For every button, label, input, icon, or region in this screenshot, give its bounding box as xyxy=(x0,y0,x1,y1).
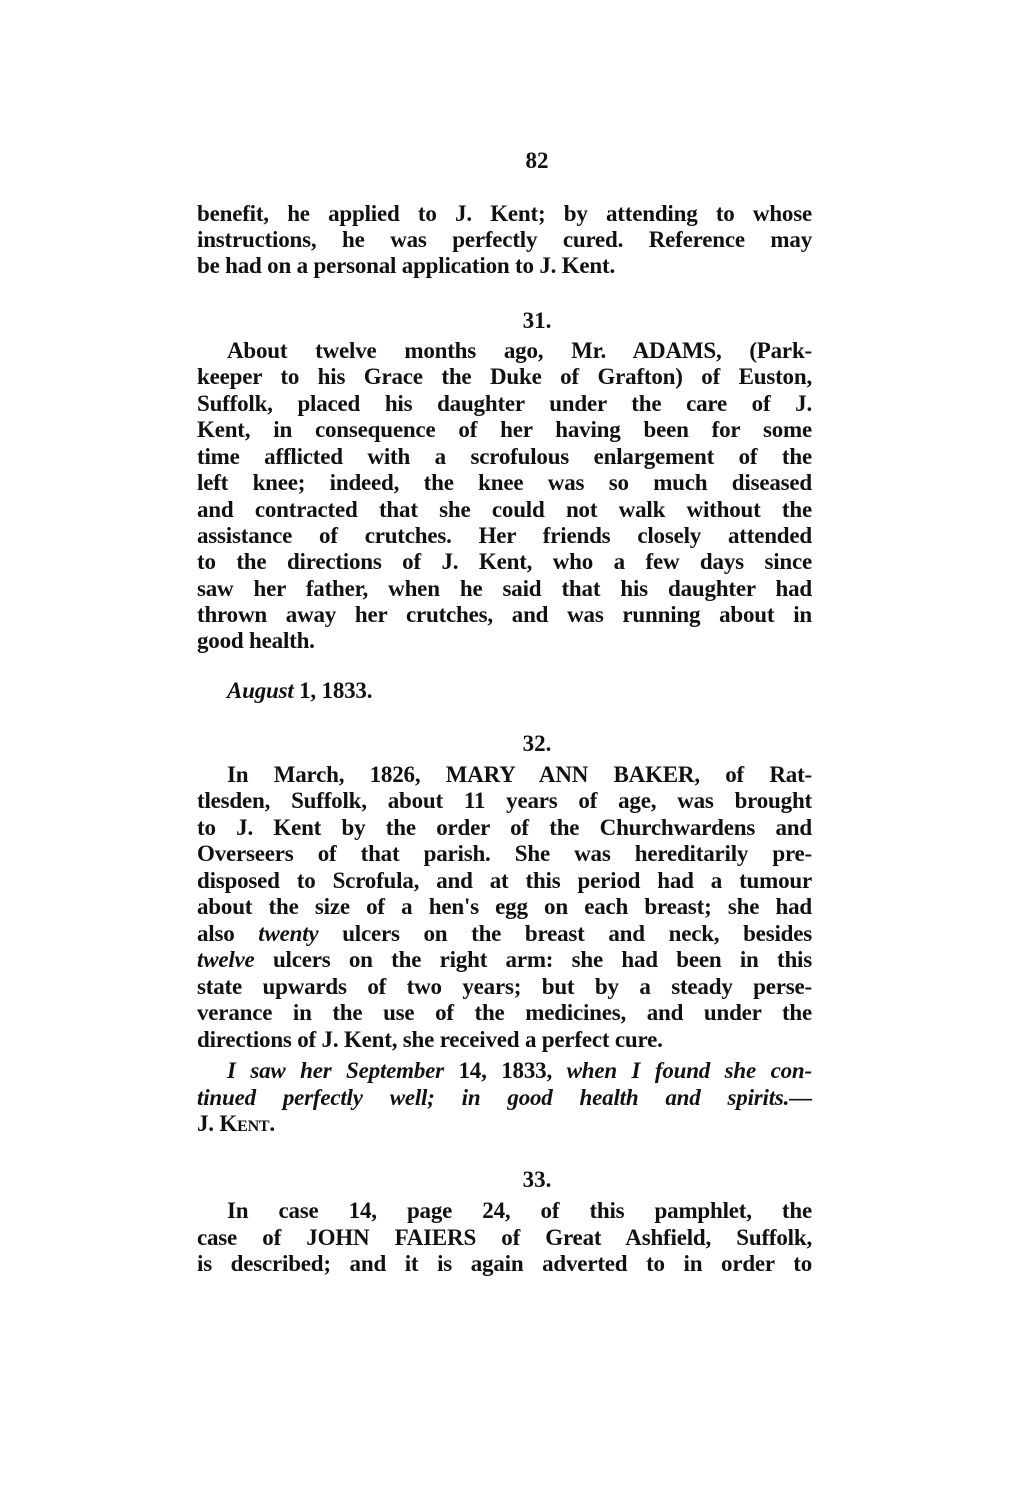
text-line: directions of J. Kent, she received a perfect cure. xyxy=(197,1027,663,1052)
signature xyxy=(197,1110,812,1137)
text-line xyxy=(197,1057,812,1084)
text-line: Overseers of that parish. She was hereditarily pre- xyxy=(197,841,812,866)
text-line: About twelve months ago, Mr. ADAMS, (Park- xyxy=(227,338,812,363)
date-month: August xyxy=(227,678,294,703)
text-line: tlesden, Suffolk, about 11 years of age, was brought xyxy=(197,788,812,813)
text-line: good health. xyxy=(197,628,315,653)
text-line: assistance of crutches. Her friends closely attended xyxy=(197,523,812,548)
emphasis: twenty xyxy=(258,921,319,946)
case-heading-32: 32. xyxy=(522,731,552,756)
text: Kent xyxy=(219,1111,270,1136)
text: also xyxy=(197,921,235,946)
text-line: keeper to his Grace the Duke of Grafton) of Euston, xyxy=(197,364,812,389)
text: 14, 1833, xyxy=(443,1058,567,1083)
text-line: case of JOHN FAIERS of Great Ashfield, Suffolk, xyxy=(197,1225,812,1250)
page-number: 82 xyxy=(525,148,549,173)
case-31-date xyxy=(197,677,812,704)
text-line: about the size of a hen's egg on each breast; she had xyxy=(197,894,812,919)
text-line: Suffolk, placed his daughter under the care of J. xyxy=(197,391,812,416)
text-line: state upwards of two years; but by a steady perse- xyxy=(197,974,812,999)
text-line: disposed to Scrofula, and at this period had a tumour xyxy=(197,868,812,893)
text-line: be had on a personal application to J. Kent. xyxy=(197,253,616,278)
text: J. xyxy=(197,1111,220,1136)
text-line: to J. Kent by the order of the Churchwardens and xyxy=(197,815,812,840)
text-line: tinued perfectly well; in good health and spirits.— xyxy=(197,1085,812,1110)
text-line: instructions, he was perfectly cured. Reference may xyxy=(197,227,812,252)
text-line: saw her father, when he said that his daughter had xyxy=(197,576,812,601)
text-line: verance in the use of the medicines, and under the xyxy=(197,1000,812,1025)
text: ulcers on the breast and neck, besides xyxy=(342,921,812,946)
text-line: and contracted that she could not walk without the xyxy=(197,497,812,522)
text-line: to the directions of J. Kent, who a few days since xyxy=(197,549,812,574)
text-line: time afflicted with a scrofulous enlargement of the xyxy=(197,444,812,469)
case-heading-33: 33. xyxy=(522,1167,552,1192)
text-line: is described; and it is again adverted to in order to xyxy=(197,1251,812,1276)
text-line: benefit, he applied to J. Kent; by attending to whose xyxy=(197,201,812,226)
date-rest: 1, 1833. xyxy=(293,678,373,703)
text-line xyxy=(197,946,812,973)
text: I saw her September xyxy=(227,1058,444,1083)
text-line: thrown away her crutches, and was running about in xyxy=(197,602,812,627)
emphasis: twelve xyxy=(197,947,255,972)
text: when I found she con- xyxy=(566,1058,812,1083)
text: ulcers on the right arm: she had been in this xyxy=(272,947,812,972)
case-heading-31: 31. xyxy=(522,308,552,333)
text-line: In March, 1826, MARY ANN BAKER, of Rat- xyxy=(227,762,812,787)
text-line xyxy=(197,920,812,947)
text: . xyxy=(269,1111,275,1136)
text-line: In case 14, page 24, of this pamphlet, the xyxy=(227,1198,812,1223)
text-line: Kent, in consequence of her having been for some xyxy=(197,417,812,442)
text-line: left knee; indeed, the knee was so much diseased xyxy=(197,470,812,495)
